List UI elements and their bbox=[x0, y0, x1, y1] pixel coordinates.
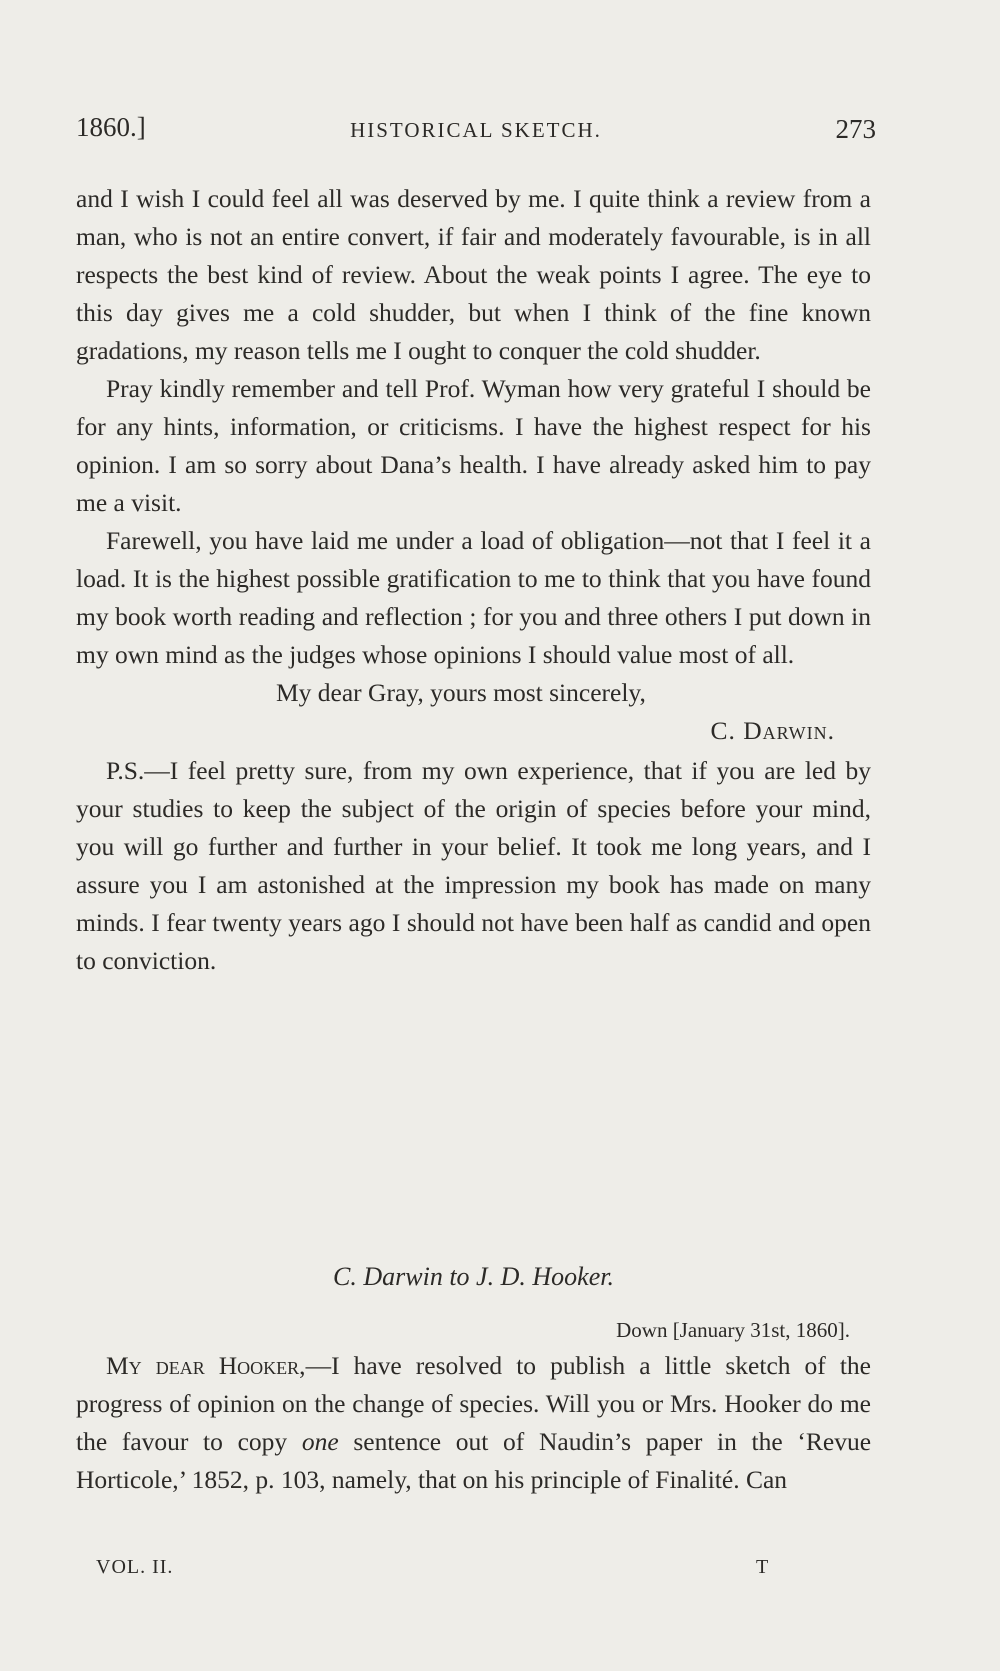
paragraph-1: and I wish I could feel all was deserved by me. I quite think a review from a man, who is not an entire convert, if fair and moderately favourable, is in all respects the best kind of review. About the weak points I agree. The eye to this day gives me a cold shudder, but when I think of the fine known gradations, my reason tells me I ought to conquer the cold shudder. bbox=[76, 184, 871, 365]
dateline: Down [January 31st, 1860]. bbox=[616, 1318, 850, 1342]
hooker-letter bbox=[76, 1347, 871, 1499]
paragraph-3: Farewell, you have laid me under a load of obligation—not that I feel it a load. It is the highest possible gratification to me to think that you have found my book worth reading and reflection ; for you and three others I put down in my own mind as the judges whose opinions I should value most of all. bbox=[76, 526, 871, 669]
emphasized-word: one bbox=[301, 1427, 339, 1456]
letter-text-2: sentence out of Naudin’s paper in the ‘Revue Horticole,’ 1852, p. 103, namely, that on his principle of Finalité. Can bbox=[76, 1427, 872, 1494]
header-year: 1860.] bbox=[76, 112, 146, 142]
paragraph-2: Pray kindly remember and tell Prof. Wyman how very grateful I should be for any hints, information, or criticisms. I have the highest respect for his opinion. I am so sorry about Dana’s health. I have already asked him to pay me a visit. bbox=[76, 374, 871, 517]
page-number: 273 bbox=[835, 114, 876, 144]
running-header bbox=[76, 112, 876, 152]
header-title: HISTORICAL SKETCH. bbox=[350, 118, 602, 142]
closing-salutation: My dear Gray, yours most sincerely, bbox=[276, 678, 646, 707]
postscript: P.S.—I feel pretty sure, from my own experience, that if you are led by your studies to keep the subject of the origin of species before your mind, you will go further and further in your belief. It took me long years, and I assure you I am astonished at the impression my book has made on many minds. I fear twenty years ago I should not have been half as candid and open to conviction. bbox=[76, 756, 871, 975]
signature-mark: T bbox=[756, 1556, 769, 1578]
hooker-letter-body bbox=[76, 1347, 871, 1499]
signature: C. Darwin. bbox=[710, 716, 835, 745]
letter-text-1: —I have resolved to publish a little sketch of the progress of opinion on the change of species. Will you or Mrs. Hooker do me the favour to copy bbox=[76, 1351, 871, 1456]
letter-continuation bbox=[76, 180, 871, 980]
volume-mark: VOL. II. bbox=[96, 1556, 174, 1578]
salutation: My dear Hooker, bbox=[106, 1351, 306, 1380]
page-footer bbox=[96, 1556, 796, 1586]
letter-heading: C. Darwin to J. D. Hooker. bbox=[333, 1262, 614, 1291]
